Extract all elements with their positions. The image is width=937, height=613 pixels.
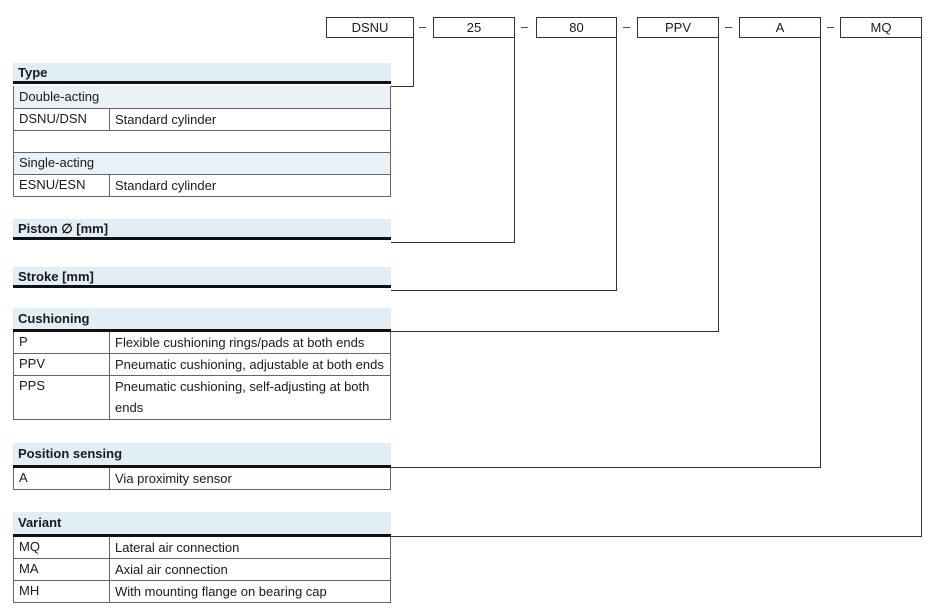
connector-cushioning-horizontal xyxy=(391,331,719,332)
row-description: Pneumatic cushioning, adjustable at both ends xyxy=(115,357,384,372)
code-box-variant: MQ xyxy=(840,17,922,38)
row-description: With mounting flange on bearing cap xyxy=(115,584,327,599)
row-description: Via proximity sensor xyxy=(115,471,232,486)
row-description: Axial air connection xyxy=(115,562,228,577)
separator-dash: – xyxy=(827,19,835,34)
code-box-position-sensing: A xyxy=(739,17,821,38)
subheader-double-acting: Double-acting xyxy=(13,86,391,109)
code-box-cushioning: PPV xyxy=(637,17,719,38)
table-row xyxy=(13,559,391,581)
row-description: Lateral air connection xyxy=(115,540,240,555)
row-description: Flexible cushioning rings/pads at both ends xyxy=(115,335,365,350)
separator-dash: – xyxy=(521,19,529,34)
section-header-type: Type xyxy=(13,63,391,84)
table-row xyxy=(13,537,391,559)
section-header-piston: Piston ∅ [mm] xyxy=(13,219,391,240)
connector-stroke-vertical xyxy=(616,38,617,291)
row-code: PPS xyxy=(14,376,110,419)
row-code: MA xyxy=(14,559,110,580)
row-code: MQ xyxy=(14,537,110,558)
connector-piston-horizontal xyxy=(391,242,515,243)
row-description: Standard cylinder xyxy=(115,178,217,193)
section-header-cushioning: Cushioning xyxy=(13,308,391,332)
code-box-piston: 25 xyxy=(433,17,515,38)
row-code: MH xyxy=(14,581,110,602)
separator-dash: – xyxy=(623,19,631,34)
row-code: PPV xyxy=(14,354,110,375)
table-row xyxy=(13,109,391,131)
separator-dash: – xyxy=(725,19,733,34)
row-description: Standard cylinder xyxy=(115,112,217,127)
connector-variant-vertical xyxy=(921,38,922,537)
connector-position-horizontal xyxy=(391,467,821,468)
code-box-type: DSNU xyxy=(326,17,414,38)
row-code: A xyxy=(14,468,110,489)
table-row xyxy=(13,332,391,354)
connector-type-vertical xyxy=(413,38,414,87)
code-box-stroke: 80 xyxy=(536,17,617,38)
table-row xyxy=(13,175,391,197)
row-description: Pneumatic cushioning, self-adjusting at both ends xyxy=(115,379,370,415)
connector-type-horizontal xyxy=(391,86,414,87)
section-header-stroke: Stroke [mm] xyxy=(13,267,391,288)
row-code: P xyxy=(14,332,110,353)
row-code: DSNU/DSN xyxy=(14,109,110,130)
connector-position-vertical xyxy=(820,38,821,468)
row-code: ESNU/ESN xyxy=(14,175,110,196)
table-row xyxy=(13,376,391,420)
separator-dash: – xyxy=(419,19,427,34)
connector-cushioning-vertical xyxy=(718,38,719,332)
subheader-single-acting: Single-acting xyxy=(13,153,391,175)
table-row-blank xyxy=(13,131,391,153)
table-row xyxy=(13,354,391,376)
connector-piston-vertical xyxy=(514,38,515,243)
table-row xyxy=(13,468,391,490)
connector-variant-horizontal xyxy=(391,536,922,537)
table-row xyxy=(13,581,391,603)
section-header-variant: Variant xyxy=(13,512,391,537)
section-header-position-sensing: Position sensing xyxy=(13,443,391,468)
connector-stroke-horizontal xyxy=(391,290,617,291)
